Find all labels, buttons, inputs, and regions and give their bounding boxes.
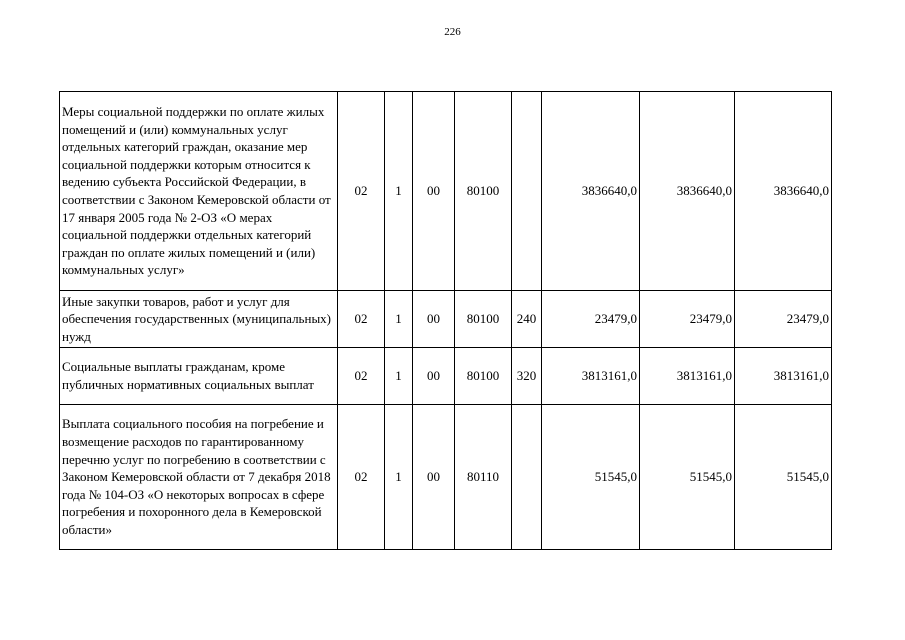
sum-year-3: 23479,0 [735,291,832,348]
expense-type-code [512,92,542,291]
table-row [60,291,832,348]
expense-type-code: 240 [512,291,542,348]
table-row [60,405,832,550]
table-row [60,348,832,405]
program-code: 02 [338,92,385,291]
sum-year-2: 3813161,0 [640,348,735,405]
main-event-code: 00 [413,92,455,291]
sum-year-3: 3836640,0 [735,92,832,291]
program-code: 02 [338,405,385,550]
subprogram-code: 1 [385,405,413,550]
table-row [60,92,832,291]
direction-code: 80110 [455,405,512,550]
page-number: 226 [444,26,461,38]
subprogram-code: 1 [385,92,413,291]
main-event-code: 00 [413,405,455,550]
row-name: Социальные выплаты гражданам, кроме публичных нормативных социальных выплат [60,348,338,405]
direction-code: 80100 [455,348,512,405]
sum-year-3: 51545,0 [735,405,832,550]
budget-table [59,91,832,550]
sum-year-3: 3813161,0 [735,348,832,405]
main-event-code: 00 [413,348,455,405]
subprogram-code: 1 [385,348,413,405]
program-code: 02 [338,291,385,348]
sum-year-1: 51545,0 [542,405,640,550]
main-event-code: 00 [413,291,455,348]
sum-year-2: 51545,0 [640,405,735,550]
expense-type-code [512,405,542,550]
row-name: Выплата социального пособия на погребение и возмещение расходов по гарантированному перечню услуг по погребению в соответствии с Законом Кемеровской области от 7 декабря 2018 года № 104-ОЗ «О некоторых вопросах в сфере погребения и похоронного дела в Кемеровской области» [60,405,338,550]
program-code: 02 [338,348,385,405]
sum-year-1: 3836640,0 [542,92,640,291]
sum-year-2: 3836640,0 [640,92,735,291]
sum-year-1: 3813161,0 [542,348,640,405]
direction-code: 80100 [455,291,512,348]
expense-type-code: 320 [512,348,542,405]
direction-code: 80100 [455,92,512,291]
row-name: Меры социальной поддержки по оплате жилых помещений и (или) коммунальных услуг отдельных категорий граждан, оказание мер социальной поддержки которым относится к ведению субъекта Российской Федерации, в соответствии с Законом Кемеровской области от 17 января 2005 года № 2-ОЗ «О мерах социальной поддержки отдельных категорий граждан по оплате жилых помещений и (или) коммунальных услуг» [60,92,338,291]
sum-year-2: 23479,0 [640,291,735,348]
sum-year-1: 23479,0 [542,291,640,348]
subprogram-code: 1 [385,291,413,348]
row-name: Иные закупки товаров, работ и услуг для обеспечения государственных (муниципальных) нужд [60,291,338,348]
